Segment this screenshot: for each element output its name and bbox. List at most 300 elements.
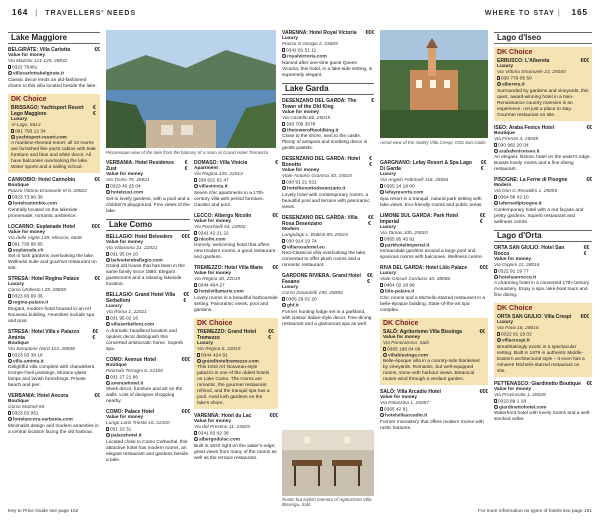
hotel-website[interactable]: villaserbelloni.com — [111, 322, 155, 328]
hotel-website[interactable]: lefayresorts.com — [385, 190, 424, 196]
hotel-name: PETTENASCO: Giardinetto Boutique — [494, 380, 581, 387]
phone-icon — [194, 283, 197, 287]
phone-icon — [197, 353, 200, 357]
globe-icon — [380, 243, 384, 247]
header-separator: | — [35, 10, 39, 17]
hotel-website[interactable]: regina-palace.it — [13, 300, 49, 306]
hotel-description: Spa resort in a tranquil, natural park setting with lake views. Eco-friendly rooms and public areas. — [380, 196, 483, 208]
hotel-category: Value for money — [194, 218, 232, 224]
globe-icon — [8, 248, 12, 252]
hotel-category: Luxury — [8, 282, 24, 288]
hotel-phone: 339 621 82 47 — [198, 178, 229, 184]
hotel-name: BRISSAGO: Yachtsport Resort Lago Maggiore — [11, 104, 84, 117]
hotel-price: €€€ — [367, 273, 373, 286]
hotel-website[interactable]: hotelvillaarcadio.it — [385, 413, 428, 419]
hotel-phone: 0323 89 1 18 — [498, 398, 527, 404]
hotel-price: €€€ — [368, 214, 374, 227]
globe-icon — [494, 275, 498, 279]
hotel-category: Luxury — [11, 116, 27, 122]
phone-icon — [282, 239, 285, 243]
hotel-price: €€ — [369, 156, 373, 169]
globe-icon — [494, 201, 498, 205]
hotel-phone: 0365 198 04 08 — [387, 346, 421, 352]
hotel-phone: 030 776 05 50 — [501, 76, 532, 82]
hotel-description: Minimalist design and modern amenities in a central location facing the old harbour. — [8, 423, 99, 435]
section-title-lago-dorta: Lago d'Orta — [494, 230, 592, 242]
hotel-address: Via Regina 8, 22019 — [197, 346, 241, 352]
hotel-price: €€ — [586, 380, 592, 387]
globe-icon — [194, 237, 198, 241]
hotel-phone: 0341 81 51 11 — [286, 48, 317, 54]
hotel-name: VERBANIA: Hotel Ancora — [8, 393, 69, 400]
dk-choice-box — [494, 303, 592, 377]
hotel-description: Centrally located on the lakeside promenade; romantic ambience. — [8, 207, 78, 219]
hotel-description: A maritime-themed resort; all 10 rooms are furnished like yacht cabins with teak furniture and blue and white decor. All have balconies overlooking the lake. Water sports and a sailing school. — [11, 141, 96, 171]
hotel-name: BELLAGIO: Grand Hotel Villa Serbelloni — [106, 292, 176, 305]
dk-choice-title: DK Choice — [497, 305, 533, 313]
phone-icon — [194, 231, 197, 235]
hotel-entry — [8, 329, 100, 390]
phone-icon — [8, 195, 11, 199]
hotel-website[interactable]: grandhoteltremezzo.com — [202, 359, 259, 365]
hotel-website[interactable]: villacarlottabelgirate.it — [13, 71, 64, 77]
hotel-price: €€€ — [92, 328, 99, 341]
globe-icon — [8, 417, 12, 421]
hotel-price: €€ — [94, 276, 100, 283]
hotel-phone: 091 735 85 85 — [12, 241, 43, 247]
globe-icon — [106, 433, 110, 437]
hotel-description: Breathtakingly exotic in a spectacular setting. Built in 1879 in authentic Middle-Eastern architectural style – it even has a minaret! Michelin-starred restaurant on site. — [497, 344, 585, 374]
hotel-price: €€€ — [583, 244, 590, 257]
column-6 — [494, 30, 592, 500]
hotel-address: Via Firenze 4, 25049 — [494, 136, 539, 142]
hotel-website[interactable]: esplanade.ch — [13, 248, 44, 254]
hotel-category: Luxury — [497, 64, 513, 69]
hotel-name: VARENNA: Hotel Royal Victoria — [282, 30, 357, 36]
hotel-address: Via Panoramica, Salò — [383, 340, 430, 346]
hotel-category: Apartment — [194, 166, 218, 171]
phone-icon — [282, 297, 285, 301]
phone-icon — [282, 122, 285, 126]
hotel-name: LECCO: Albergo Nicolin — [194, 212, 252, 219]
hotel-category: Boutique — [8, 399, 29, 405]
phone-icon — [8, 65, 11, 69]
phone-icon — [282, 48, 285, 52]
hotel-description: Delightful villa complete with chandeliers, trompe-l'oeil paintings, Murano-glass lamps and lavish furnishings. Private beach and pier. — [8, 365, 96, 389]
phone-icon — [380, 237, 383, 241]
hotel-name: ISEO: Araba Fenice Hotel — [494, 124, 555, 131]
hotel-entry — [494, 381, 592, 424]
hotel-description: This 1910 Art Nouveau-style palazzo is one of the oldest hotels on Lake Como. The rooms are romantic, the gourmet restaurant refined, and the tranquil spa has a pool. Avail lush gardens on the lake's shore. — [197, 365, 270, 407]
hotel-category: Value for money — [8, 229, 46, 235]
phone-icon — [494, 399, 497, 403]
hotel-phone: 030 91 21 021 — [286, 180, 317, 186]
dk-choice-box — [494, 47, 592, 121]
hotel-category: Value for money — [106, 172, 144, 177]
hotel-price: €€€ — [580, 58, 589, 64]
hotel-website[interactable]: villarosahotel.eu — [287, 245, 325, 251]
hotel-name: SALÒ: Villa Arcadio Hotel — [380, 389, 441, 396]
hotel-name: DESENZANO DEL GARDA: Villa Rosa Desenzano — [282, 214, 358, 227]
hotel-description: Set in lovely gardens, with a pool and a children's playground. Fine views of the lake. — [106, 196, 190, 214]
hotel-phone: 0323 53 951 — [12, 411, 39, 417]
hotel-address: Via Sempione Nord 123, 28838 — [8, 346, 75, 352]
dk-choice-box — [8, 94, 100, 174]
phone-icon — [106, 427, 109, 431]
globe-icon — [8, 300, 12, 304]
hotel-phone: 0322 91 19 02 — [501, 332, 532, 338]
globe-icon — [106, 190, 110, 194]
hotel-price: €€€ — [181, 356, 190, 363]
hotel-category: Value for money — [194, 419, 232, 425]
hotel-address: Al Lago, 6614 — [11, 122, 41, 128]
hotel-name: LIMONE SUL GARDA: Park Hotel Imperial — [380, 212, 459, 225]
hotel-description: Belle-époque villa in a country-side blanketed by vineyards. Romantic, but well-equipped rooms, some with harbour views. Botanical routes wind through a verdant garden. — [383, 359, 480, 383]
globe-icon — [383, 353, 387, 357]
hotel-website[interactable]: arabafeniceiseo.it — [499, 149, 540, 155]
hotel-address: Via delle Vigne 149, Minusio, 6648 — [8, 235, 82, 241]
hotel-website[interactable]: nicolin.com — [199, 237, 226, 243]
hotel-description: Located close to Como Cathedral, this attractive hotel has modern rooms, an elegant restaurant and gardens beside a lake. — [106, 439, 189, 463]
hotel-price: €€ — [94, 47, 100, 53]
hotel-price: €€ — [586, 124, 592, 131]
globe-icon — [380, 190, 384, 194]
globe-icon — [197, 359, 201, 363]
hotel-category: Luxury — [282, 285, 298, 291]
hotel-entry — [494, 125, 592, 174]
hotel-description: A charming hotel in a converted 17th-century monastery. Enjoy a spa, lake-boat tours and fine dining. — [494, 281, 590, 299]
hotel-address: Via Ponchielli 54, 23900 — [194, 224, 246, 230]
phone-icon — [383, 347, 386, 351]
hotel-entry — [106, 357, 190, 406]
hotel-address: Via del Prestino 11, 23829 — [194, 425, 250, 431]
hotel-category: Value for money — [494, 386, 532, 392]
dk-choice-title: DK Choice — [497, 49, 533, 56]
hotel-description: Lovely rooms in a beautiful harbourside setting. Panoramic views, pool and gardens. — [194, 295, 278, 313]
hotel-website[interactable]: ghf.it — [287, 303, 299, 309]
hotel-phone: 030 982 20 04 — [498, 142, 529, 148]
hotel-price: €€ — [272, 212, 278, 219]
lake-view-caption: Picturesque view of the lake from the balcony of a room at Grand Hotel Tremezzo — [106, 150, 269, 155]
hotel-entry — [494, 245, 592, 300]
hotel-address: Piazzolo Terragni 6, 22100 — [106, 368, 163, 374]
globe-icon — [497, 82, 501, 86]
column-2 — [106, 160, 190, 500]
hotel-website[interactable]: hotelbonottodesenzano.it — [287, 186, 346, 192]
hotel-description: Immaculate gardens around a large pool and spacious rooms with balconies. Wellness centre. — [380, 249, 484, 261]
hotel-name: DESENZANO DEL GARDA: Hotel Bonotto — [282, 156, 360, 169]
hotel-name: STRESA: Hotel Regina Palace — [8, 276, 80, 283]
globe-icon — [282, 303, 286, 307]
hotel-entry — [194, 160, 278, 209]
hotel-phone: 0344 404 27 — [198, 283, 225, 289]
phone-icon — [106, 184, 109, 188]
hotel-website[interactable]: hotelsanrocco.it — [499, 275, 537, 281]
hotel-name: DOMASO: Villa Vinicia — [194, 160, 248, 166]
hotel-address: Corso Mameli 65 — [8, 405, 45, 411]
column-3 — [194, 160, 278, 500]
hotel-price: €€ — [184, 160, 188, 172]
hotel-category: Luxury — [380, 172, 396, 177]
hotel-name: PISOGNE: La Ferne di Pisogne — [494, 177, 568, 184]
phone-icon — [194, 431, 197, 435]
hotel-address: Via Vittorio Emanuele 23, 25030 — [497, 70, 566, 75]
hotel-entry — [106, 409, 190, 464]
villa-crespi-caption: Aerial view of the stately Villa Crespi, Orta San Giulio — [380, 140, 486, 145]
hotel-category: Boutique — [8, 183, 29, 189]
hotel-website[interactable]: villabissinga.com — [388, 353, 428, 359]
hotel-category: Modern — [494, 183, 512, 189]
hotel-phone: 0322 76461 — [12, 65, 38, 71]
hotel-description: Grand old house that has been in the same family since 1880. Elegant guestrooms and a relaxing lakeside location. — [106, 264, 185, 288]
hotel-address: Via Gippini 11, 28016 — [494, 262, 540, 268]
hotel-phone: 0323 40 25 04 — [110, 184, 141, 190]
hotel-website[interactable]: villa-aminta.it — [13, 359, 44, 365]
hotel-entry — [380, 213, 488, 262]
globe-icon — [106, 258, 110, 262]
hotel-phone: 0341 42 21 22 — [198, 230, 229, 236]
hotel-phone: 031 95 04 10 — [110, 251, 139, 257]
hotel-address: Piazza Vittorio Emanuele III 6, 28822 — [8, 189, 87, 195]
hotel-name: ERBUSCO: L'Albereta — [497, 58, 550, 64]
hotel-website[interactable]: villavinicia.it — [199, 184, 228, 190]
section-title-lake-maggiore: Lake Maggiore — [8, 32, 100, 44]
hotel-website[interactable]: hotelcannobio.com — [13, 201, 57, 207]
hotel-description: Elegant, modern hotel housed in an Art Nouveau building. Amenities include spa and pool. — [8, 306, 95, 324]
phone-icon — [8, 353, 11, 357]
hotel-name: COMO: Palace Hotel — [106, 409, 155, 416]
hotel-address: Via Don G Recaldini 1, 25055 — [494, 189, 558, 195]
phone-icon — [494, 195, 497, 199]
hotel-website[interactable]: hotelzust.com — [111, 190, 144, 196]
hotel-entry — [494, 177, 592, 226]
hotel-category: Boutique — [106, 362, 127, 368]
hotel-address: Piazza S Giorgio 2, 23829 — [282, 42, 338, 47]
hotel-entry — [380, 389, 488, 432]
hotel-phone: 0365 29 02 20 — [286, 297, 317, 303]
hotel-category: Value for money — [282, 109, 320, 115]
hotel-entry — [8, 393, 100, 436]
hotel-website[interactable]: hotelvillamarie.com — [199, 289, 244, 295]
globe-icon — [194, 289, 198, 293]
hotel-website[interactable]: hotelancora-verbania.com — [13, 417, 73, 423]
hotel-phone: 031 23 31 — [110, 427, 132, 433]
phone-icon — [8, 242, 11, 246]
hotel-address: Via Roma 1, 22021 — [106, 310, 147, 316]
hotel-address: Viale Antonio Gramsci 40, 25015 — [282, 174, 352, 180]
hotel-address: Via Regina 30, 22019 — [194, 277, 241, 283]
hotel-phone: 091 793 12 34 — [15, 128, 46, 134]
hotel-description: A dramatic headland location and opulent decor distinguish this converted aristocratic home. Superb spa. — [106, 328, 184, 352]
hotel-phone: 031 27 21 86 — [110, 374, 139, 380]
phone-icon — [380, 283, 383, 287]
hotel-website[interactable]: royalvictoria.com — [287, 54, 327, 60]
hotel-address: Via Regina 135, 22013 — [194, 172, 243, 177]
hotel-name: DESENZANO DEL GARDA: The Tower of the Old King — [282, 97, 357, 110]
hotel-website[interactable]: albergodulac.com — [199, 437, 241, 443]
hotel-entry — [194, 265, 278, 314]
hotel-price: €€€ — [479, 389, 488, 396]
globe-icon — [8, 359, 12, 363]
dk-choice-box — [194, 318, 278, 410]
hotel-description: Former monastery that offers modern rooms with rustic features. — [380, 419, 484, 431]
hotel-price: €€€ — [91, 223, 100, 230]
hotel-address: Lungolago c. Battisti 89, 25015 — [282, 232, 348, 238]
hotel-entry — [282, 156, 374, 211]
hotel-address: Via Mazzini 121-125, 28832 — [8, 59, 68, 64]
hotel-website[interactable]: avenuehotel.it — [111, 381, 144, 387]
globe-icon — [8, 71, 12, 75]
hotel-phone: 0464 02 18 99 — [384, 283, 415, 289]
lake-view-photo — [106, 30, 276, 148]
hotel-price: €€€ — [479, 265, 488, 272]
hotel-price: €€€ — [183, 292, 190, 305]
hotel-address: Via Fava 18, 28016 — [497, 326, 539, 332]
phone-icon — [282, 180, 285, 184]
hotel-website[interactable]: yachtsport-resort.com — [16, 135, 67, 141]
hotel-website[interactable]: lido-palace.it — [385, 289, 415, 295]
hotel-category: Value for money — [282, 168, 320, 174]
hotel-address: Corso Umberto I 29, 28838 — [8, 288, 66, 294]
hotel-website[interactable]: belvederebellagio.com — [111, 258, 163, 264]
hotel-name: LOCARNO: Esplanade Hotel — [8, 223, 76, 230]
phone-icon — [106, 375, 109, 379]
phone-icon — [494, 269, 497, 273]
hotel-phone: 031 95 02 16 — [110, 316, 139, 322]
hotel-phone: 0323 93 69 36 — [12, 294, 43, 300]
hotel-website[interactable]: giardinettohotel.com — [499, 405, 547, 411]
hotel-description: Named after one-time guest Queen Victoria, this hotel, in a lake-side setting, is supremely elegant. — [282, 60, 373, 78]
hotel-phone: 0364 88 42 10 — [498, 195, 529, 201]
hotel-website[interactable]: albereta.it — [502, 82, 525, 88]
globe-icon — [497, 338, 501, 342]
bistro-caption: Rustic but stylish interiors of Agriturismo Villa Bissinga, Salò — [282, 497, 372, 507]
hotel-price: €€€ — [181, 233, 190, 240]
globe-icon — [11, 135, 15, 139]
hotel-entry — [282, 215, 374, 270]
hotel-description: Homely, welcoming hotel that offers new modern rooms, a good restaurant and gardens. — [194, 243, 276, 261]
hotel-price: €€€ — [181, 409, 190, 416]
hotel-entry — [282, 30, 374, 79]
hotel-description: Former hunting lodge set in a parkland, with classic Italian-style decor. Fine-dining restaurant and a glamorous spa as well. — [282, 309, 372, 327]
hotel-price: €€ — [94, 177, 100, 184]
hotel-price: €€ — [272, 265, 278, 272]
hotel-entry — [194, 413, 278, 462]
section-title-lago-diseo: Lago d'Iseo — [494, 32, 592, 44]
hotel-phone: 0323 93 38 18 — [12, 352, 43, 358]
hotel-description: Classic decor lends an old-fashioned charm to this villa located beside the lake. — [8, 77, 97, 89]
hotel-price: €€€ — [580, 314, 589, 321]
globe-icon — [380, 413, 384, 417]
dk-choice-title: DK Choice — [383, 319, 419, 327]
hotel-category: Boutique — [494, 130, 515, 136]
phone-icon — [494, 143, 497, 147]
bistro-interior-photo — [282, 430, 374, 496]
hotel-address: Via Valassina 31, 22021 — [106, 245, 158, 251]
hotel-category: Value for money — [380, 395, 418, 401]
hotel-name: RIVA DEL GARDA: Hotel Lido Palace — [380, 265, 468, 272]
hotel-website[interactable]: lafernedipisogne.it — [499, 201, 542, 207]
hotel-price: €€ — [94, 393, 100, 400]
hotel-description: Chic rooms and a Michelin-starred restaurant in a belle-époque building. State-of-the-art spa complex. — [380, 295, 486, 313]
right-header-title: WHERE TO STAY — [484, 10, 555, 17]
hotel-name: GARGNANO: Lefay Resort & Spa Lago Di Garda — [380, 160, 472, 172]
hotel-website[interactable]: villacrespi.it — [502, 338, 530, 344]
hotel-name: COMO: Avenue Hotel — [106, 356, 157, 363]
hotel-address: Via Palazzina 1, 25087 — [380, 401, 429, 407]
hotel-phone: 030 914 19 74 — [286, 238, 317, 244]
globe-icon — [282, 245, 286, 249]
hotel-category: Boutique — [8, 340, 29, 346]
hotel-description: Close to the shore, next to the castle. Plenty of antiques and soothing decor in gentle pastels. — [282, 134, 368, 152]
hotel-website[interactable]: parkhotelimperial.it — [385, 243, 430, 249]
hotel-description: An elegant, historic hotel on the water's edge. Boasts lovely rooms and a fine-dining restaurant. — [494, 155, 591, 173]
hotel-category: Value for money — [194, 271, 232, 277]
hotel-name: VERBANIA: Hotel Residence Zust — [106, 160, 175, 172]
hotel-category: Value for money — [8, 53, 46, 58]
hotel-entry — [8, 224, 100, 273]
hotel-price: €€€ — [479, 212, 486, 225]
hotel-name: GARDONE RIVIERA: Grand Hotel Fasano — [282, 273, 361, 286]
hotel-entry — [282, 98, 374, 153]
header-separator: | — [557, 10, 561, 17]
globe-icon — [106, 322, 110, 326]
hotel-price: €€€ — [365, 30, 374, 36]
footer-price-guide: Key to Price Guide see page 162 — [8, 509, 79, 514]
globe-icon — [494, 149, 498, 153]
hotel-website[interactable]: thetowerofheoldking.it — [287, 128, 339, 134]
hotel-name: BELLAGIO: Hotel Belvedere — [106, 233, 173, 240]
footer-hotel-types: For more information on types of hotels see page 161 — [478, 509, 592, 514]
hotel-name: BELGIRATE: Villa Carlotta — [8, 47, 71, 53]
hotel-name: SALÒ: Agriturismo Villa Bissinga — [383, 328, 462, 335]
dk-choice-title: DK Choice — [11, 95, 47, 103]
hotel-entry — [8, 177, 100, 220]
hotel-website[interactable]: palacehotel.it — [111, 433, 142, 439]
hotel-entry — [380, 160, 488, 209]
hotel-entry — [106, 292, 190, 353]
hotel-entry — [8, 47, 100, 90]
hotel-price: €€€ — [480, 160, 487, 172]
hotel-entry — [8, 276, 100, 325]
hotel-entry — [380, 265, 488, 314]
hotel-address: Via Angelo Feltrinelli 118, 25084 — [380, 178, 449, 183]
phone-icon — [106, 252, 109, 256]
villa-crespi-photo — [380, 30, 488, 138]
hotel-name: TREMEZZO: Grand Hotel Tremezzo — [197, 328, 257, 341]
hotel-name: CANNOBIO: Hotel Cannobio — [8, 177, 76, 184]
dk-choice-box — [380, 318, 488, 386]
hotel-category: Value for money — [106, 415, 144, 421]
column-5 — [380, 160, 488, 500]
hotel-address: Via Provinciale 1, 28028 — [494, 392, 546, 398]
hotel-description: Neo-Classical villa overlooking the lake, converted to offer plush rooms and a romantic restaurant. — [282, 251, 367, 269]
phone-icon — [380, 407, 383, 411]
hotel-phone: 0344 424 91 — [201, 352, 228, 358]
hotel-phone: 0365 24 18 00 — [384, 184, 415, 190]
hotel-phone: 0323 73 96 39 — [12, 195, 43, 201]
phone-icon — [194, 178, 197, 182]
left-header-title: TRAVELLERS' NEEDS — [45, 10, 137, 17]
column-1 — [8, 30, 100, 500]
hotel-price: € — [275, 160, 278, 166]
globe-icon — [494, 405, 498, 409]
globe-icon — [282, 54, 286, 58]
right-page-number: 165 — [571, 8, 588, 17]
hotel-phone: 0341 83 02 38 — [198, 431, 229, 437]
phone-icon — [497, 76, 500, 80]
hotel-price: €€€ — [268, 328, 274, 341]
